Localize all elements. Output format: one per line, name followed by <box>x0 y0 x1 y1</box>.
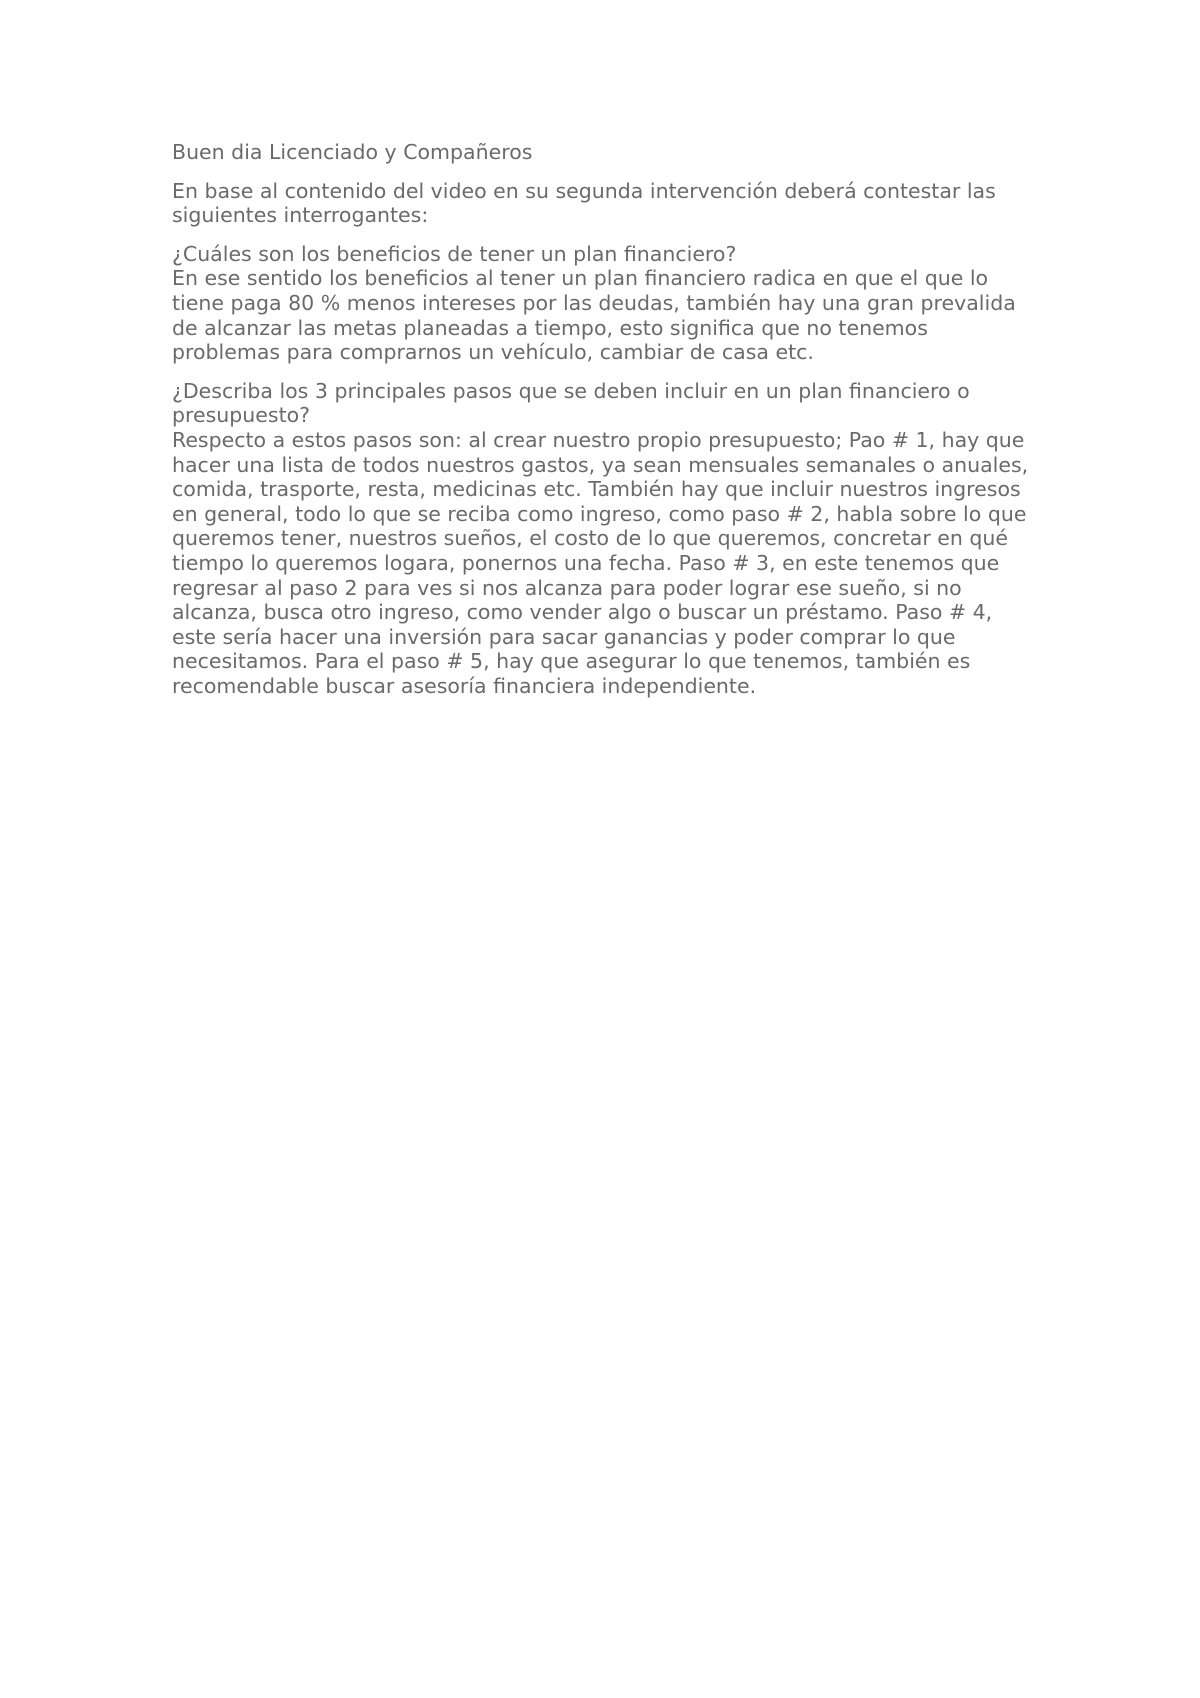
question-block-steps <box>172 379 1042 699</box>
greeting-paragraph: Buen dia Licenciado y Compañeros <box>172 140 533 164</box>
question-text: ¿Cuáles son los beneficios de tener un plan financiero? <box>172 241 737 266</box>
answer-text: Respecto a estos pasos son: al crear nuestro propio presupuesto; Pao # 1, hay que hacer una lista de todos nuestros gastos, ya sean mensuales semanales o anuales, comida, trasporte, resta, medicinas etc. También hay que incluir nuestros ingresos en general, todo lo que se reciba como ingreso, como paso # 2, habla sobre lo que queremos tener, nuestros sueños, el costo de lo que queremos, concretar en qué tiempo lo queremos logara, ponernos una fecha. Paso # 3, en este tenemos que regresar al paso 2 para ves si nos alcanza para poder lograr ese sueño, si no alcanza, busca otro ingreso, como vender algo o buscar un préstamo. Paso # 4, este sería hacer una inversión para sacar ganancias y poder comprar lo que necesitamos. Para el paso # 5, hay que asegurar lo que tenemos, también es recomendable buscar asesoría financiera independiente. <box>172 427 1029 698</box>
answer-text: En ese sentido los beneficios al tener un plan financiero radica en que el que lo tiene paga 80 % menos intereses por las deudas, también hay una gran prevalida de alcanzar las metas planeadas a tiempo, esto significa que no tenemos problemas para comprarnos un vehículo, cambiar de casa etc. <box>172 266 1016 365</box>
question-text: ¿Describa los 3 principales pasos que se deben incluir en un plan financiero o presupuesto? <box>172 378 970 428</box>
intro-paragraph: En base al contenido del video en su segunda intervención deberá contestar las siguientes interrogantes: <box>172 178 996 228</box>
document-body <box>172 140 1042 712</box>
question-block-benefits <box>172 242 1042 365</box>
